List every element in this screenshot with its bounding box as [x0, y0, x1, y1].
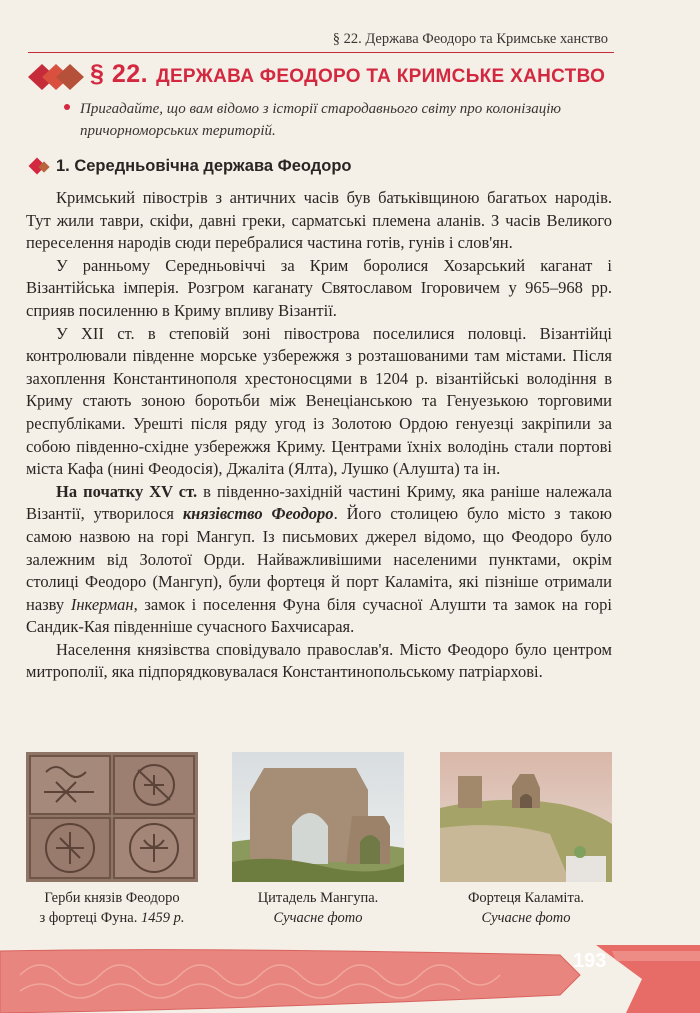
- page-title: [90, 60, 605, 89]
- caption-coats-of-arms: [22, 888, 202, 928]
- key-term-inkerman: Інкерман: [70, 594, 134, 614]
- paragraph-4-text-b: . Його столицею було місто з такою самою назвою на горі Мангуп. Із письмових джерел відомо, що Феодоро було залежним від Золотої Орди. Найважливішими населеними пунктами, окрім столиці Феодоро (Мангуп), були фортеця й порт Каламіта, які пізніше отримали назву: [26, 504, 613, 614]
- subsection-title: 1. Середньовічна держава Феодоро: [56, 157, 352, 175]
- paragraph-4-text-a: в південно-західній частині Криму, яка раніше належала Візантії, утворилося: [26, 481, 612, 524]
- intro-question: Пригадайте, що вам відомо з історії стародавнього світу про колонізацію причорноморських територій.: [80, 101, 562, 139]
- date-emphasis: На початку XV ст.: [56, 481, 198, 501]
- caption-note: Сучасне фото: [481, 910, 571, 926]
- bullet-icon: [64, 104, 70, 110]
- coats-of-arms-photo: [26, 752, 198, 882]
- body-text: [26, 187, 612, 684]
- caption-note: Сучасне фото: [273, 910, 363, 926]
- key-term: князівство Феодоро: [182, 504, 334, 524]
- kalamita-fortress-photo: [440, 752, 612, 882]
- paragraph-5: Населення князівства сповідувало православ'я. Місто Феодоро було центром митрополії, яка підпорядковувалася Константинопольському патріархові.: [26, 639, 612, 682]
- caption-line: Герби князів Феодоро: [44, 890, 180, 906]
- caption-line: Цитадель Мангупа.: [257, 890, 379, 906]
- section-title: ДЕРЖАВА ФЕОДОРО ТА КРИМСЬКЕ ХАНСТВО: [156, 66, 606, 87]
- header-divider: [28, 52, 614, 53]
- mangup-citadel-photo: [232, 752, 404, 882]
- page-number: 193: [573, 950, 607, 972]
- paragraph-3: У XII ст. в степовій зоні півострова поселилися половці. Візантійці контролювали південне морське узбережжя з розташованими там містами. Після захоплення Константинополя хрестоносцями в 1204 р. візантійські володіння в Криму стають зоною боротьби між Венеціанською та Генуезькою торговими республіками. Урешті після ряду угод із Золотою Ордою генуезці закріпили за собою південно-східне узбережжя Криму. Центрами їхніх володінь стали портові міста Кафа (нині Феодосія), Джаліта (Ялта), Лушко (Алушта) та ін.: [26, 323, 612, 479]
- title-diamonds-icon: [26, 58, 88, 96]
- caption-date: 1459 р.: [140, 910, 185, 926]
- caption-line: з фортеці Фуна.: [39, 910, 141, 926]
- caption-kalamita: [434, 888, 618, 928]
- caption-line: Фортеця Каламіта.: [467, 890, 585, 906]
- paragraph-2: У ранньому Середньовіччі за Крим боролися Хозарський каганат і Візантійська імперія. Розгром каганату Святославом Ігоровичем у 965–968 рр. сприяв посиленню в Криму впливу Візантії.: [26, 255, 612, 320]
- section-number: § 22.: [90, 60, 149, 88]
- running-head: § 22. Держава Феодоро та Кримське ханство: [332, 31, 608, 47]
- caption-mangup: [226, 888, 410, 928]
- paragraph-1: Кримський півострів з античних часів був батьківщиною багатьох народів. Тут жили таври, скіфи, давні греки, сарматські племена аланів. З часів Великого переселення народів сюди перебралися частина готів, гунів і слов'ян.: [26, 188, 612, 253]
- paragraph-4-text-c: , замок і поселення Фуна біля сучасної Алушти та замок на горі Сандик-Кая південніше сучасного Бахчисарая.: [26, 594, 612, 637]
- paragraph-4: [26, 481, 612, 639]
